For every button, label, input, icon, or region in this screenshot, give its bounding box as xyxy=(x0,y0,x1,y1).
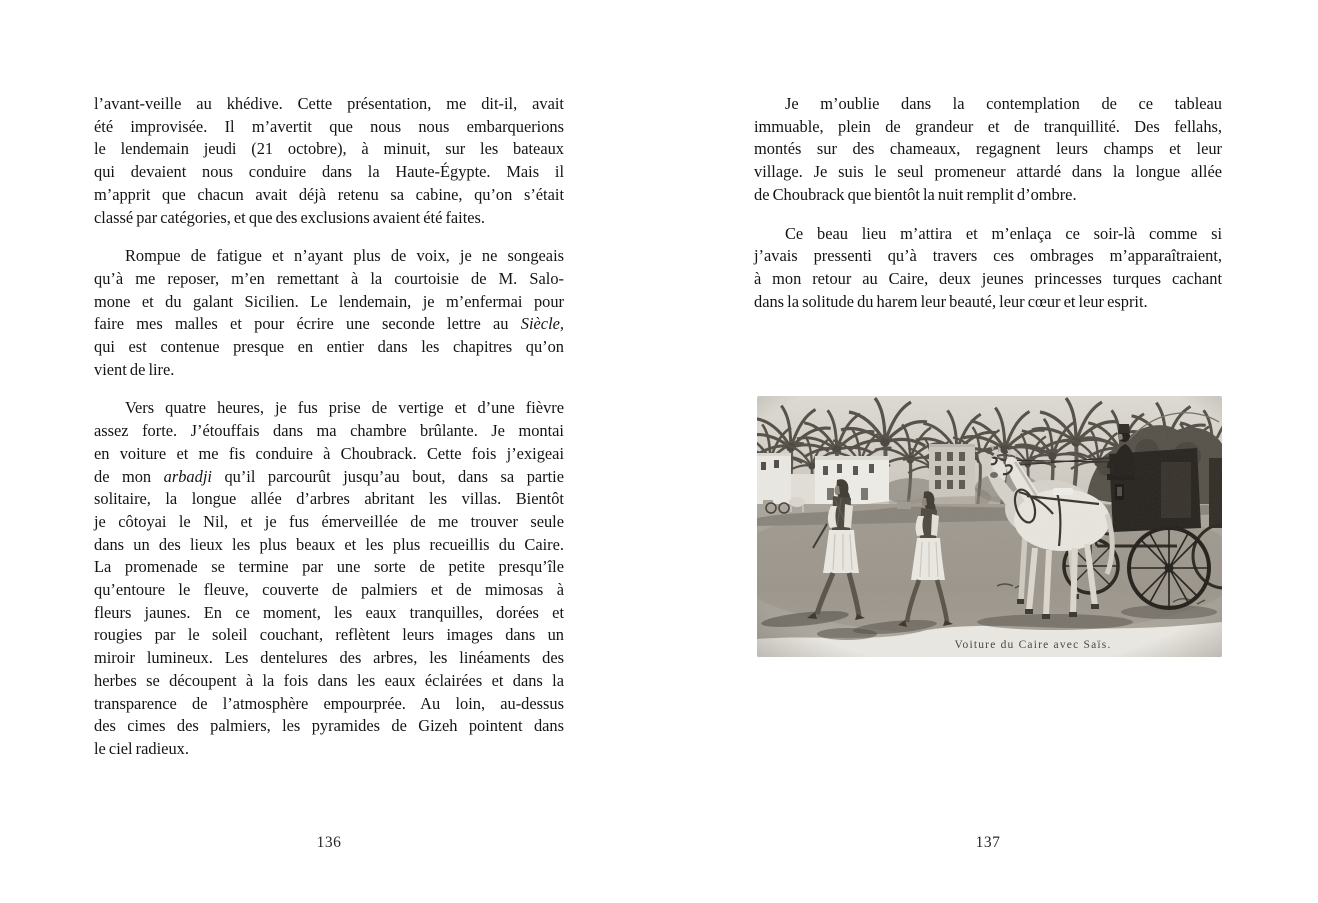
paragraph xyxy=(754,93,1222,207)
text-line: assez forte. J’étouffais dans ma chambre brûlante. Je montai xyxy=(94,421,564,441)
text-line: en voiture et me fis conduire à Choubrack. Cette fois j’exigeai xyxy=(94,443,564,463)
text-line: immuable, plein de grandeur et de tranquillité. Des fellahs, xyxy=(754,116,1222,136)
page-left-text xyxy=(94,93,564,761)
page-number-left: 136 xyxy=(316,834,342,851)
text-line: solitaire, la longue allée d’arbres abritant les villas. Bientôt xyxy=(94,489,564,509)
text-line: faire mes malles et pour écrire une seconde lettre au Siècle, xyxy=(94,314,564,334)
text-line: qui devaient nous conduire dans la Haute-Égypte. Mais il xyxy=(94,162,564,182)
text-line: des cimes des palmiers, les pyramides de Gizeh pointent dans xyxy=(94,716,564,736)
text-line: l’avant-veille au khédive. Cette présentation, me dit-il, avait xyxy=(94,94,564,113)
text-line: dans la solitude du harem leur beauté, leur cœur et leur esprit. xyxy=(754,291,1148,311)
text-line: Rompue de fatigue et n’ayant plus de voix, je ne songeais xyxy=(125,246,564,266)
text-line: été improvisée. Il m’avertit que nous nous embarquerions xyxy=(94,116,564,136)
paragraph xyxy=(94,397,564,760)
text-line: qu’entoure le fleuve, couverte de palmiers et de mimosas à xyxy=(94,580,564,600)
text-line: Vers quatre heures, je fus prise de vertige et d’une fièvre xyxy=(125,398,564,418)
text-line: à mon retour au Caire, deux jeunes princesses turques cachant xyxy=(754,268,1222,288)
text-line: La promenade se termine par une sorte de petite presqu’île xyxy=(94,557,564,577)
page-right-text xyxy=(754,93,1222,313)
text-line: herbes se découpent à la fois dans les eaux éclairées et dans la xyxy=(94,670,564,690)
text-line: j’avais pressenti qu’à travers ces ombrages m’apparaîtraient, xyxy=(754,246,1222,266)
text-line: m’apprit que chacun avait déjà retenu sa cabine, qu’on s’était xyxy=(94,184,564,204)
text-line: rougies par le soleil couchant, reflètent leurs images dans un xyxy=(94,625,564,645)
paragraph xyxy=(94,245,564,381)
text-line: Ce beau lieu m’attira et m’enlaça ce soir-là comme si xyxy=(785,223,1222,243)
page-number-right: 137 xyxy=(975,834,1001,851)
figure-cairo-carriage-photo xyxy=(757,396,1222,657)
text-line: mone et du galant Sicilien. Le lendemain, je m’enfermai pour xyxy=(94,291,564,311)
paragraph xyxy=(94,93,564,229)
text-line: miroir lumineux. Les dentelures des arbres, les linéaments des xyxy=(94,648,564,668)
photo-grain xyxy=(757,396,1222,657)
text-line: le lendemain jeudi (21 octobre), à minuit, sur les bateaux xyxy=(94,139,564,159)
text-line: Je m’oublie dans la contemplation de ce tableau xyxy=(785,94,1222,113)
paragraph xyxy=(754,223,1222,314)
text-line: transparence de l’atmosphère empourprée. Au loin, au-dessus xyxy=(94,693,564,713)
text-line: de mon arbadji qu’il parcourût jusqu’au bout, dans sa partie xyxy=(94,466,565,486)
text-line: classé par catégories, et que des exclusions avaient été faites. xyxy=(94,207,486,227)
text-line: je côtoyai le Nil, et je fus émerveillée de me trouver seule xyxy=(94,511,564,531)
text-line: village. Je suis le seul promeneur attardé dans la longue allée xyxy=(754,162,1222,182)
text-line: vient de lire. xyxy=(94,359,175,379)
text-line: dans un des lieux les plus beaux et les plus recueillis du Caire. xyxy=(94,534,564,554)
photo-illustration xyxy=(757,396,1222,657)
text-line: qu’à me reposer, m’en remettant à la courtoisie de M. Salo- xyxy=(94,268,564,288)
text-line: fleurs jaunes. En ce moment, les eaux tranquilles, dorées et xyxy=(94,602,564,622)
text-line: le ciel radieux. xyxy=(94,738,189,758)
text-line: montés sur des chameaux, regagnent leurs champs et leur xyxy=(754,139,1222,159)
text-line: qui est contenue presque en entier dans les chapitres qu’on xyxy=(94,337,564,357)
text-line: de Choubrack que bientôt la nuit remplit d’ombre. xyxy=(754,184,1077,204)
